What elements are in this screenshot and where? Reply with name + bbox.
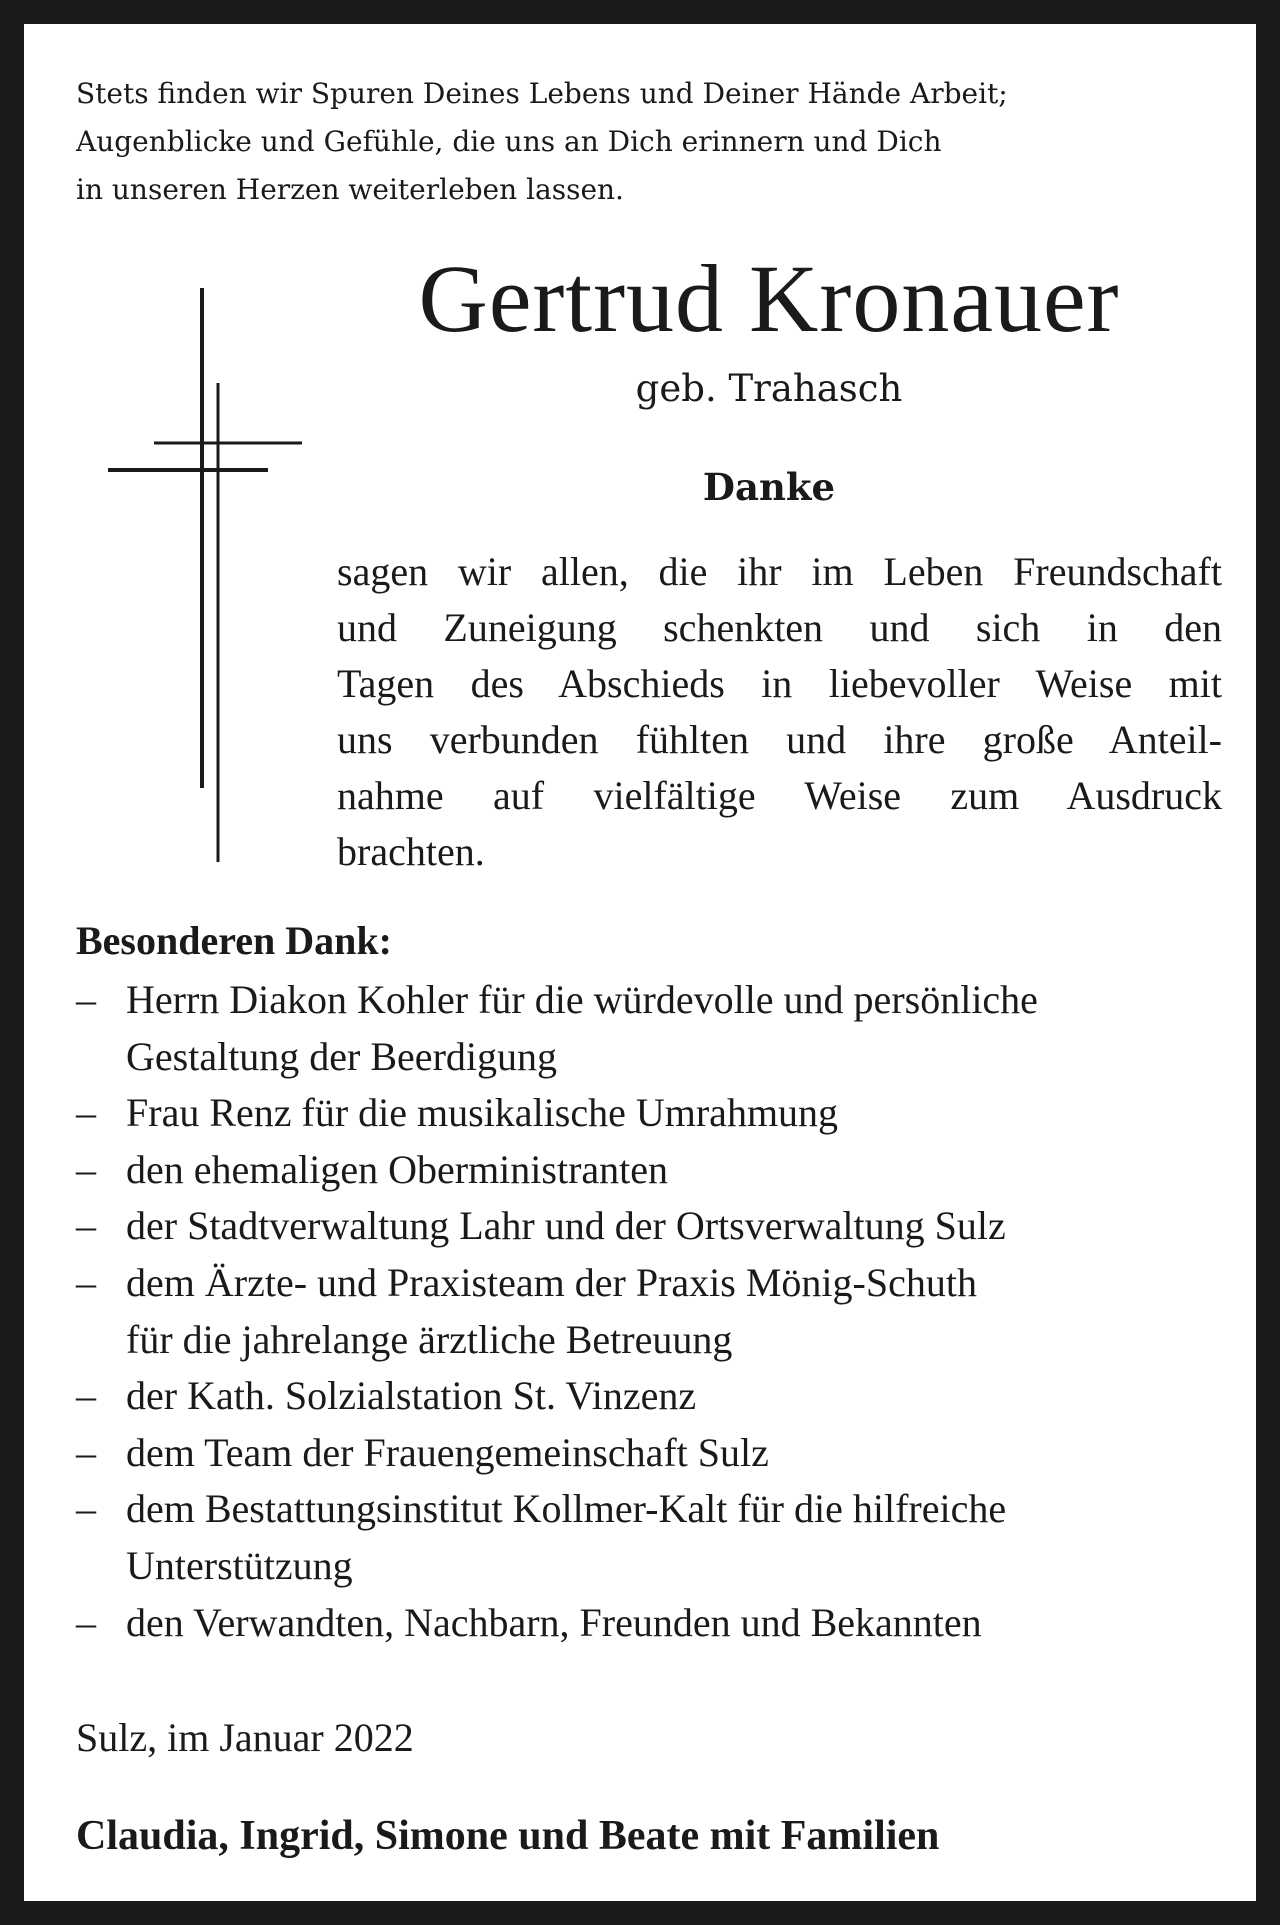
list-dash: – xyxy=(76,1090,96,1136)
place-date: Sulz, im Januar 2022 xyxy=(76,1715,414,1760)
deceased-name: Gertrud Kronauer xyxy=(418,245,1120,352)
special-thanks-line: dem Bestattungsinstitut Kollmer-Kalt für die hilfreiche xyxy=(126,1486,1007,1532)
special-thanks-line: Unterstützung xyxy=(126,1542,353,1588)
thanks-line: sagen wir allen, die ihr im Leben Freundschaft xyxy=(337,549,1222,594)
special-thanks-line: Gestaltung der Beerdigung xyxy=(126,1033,557,1079)
motto-verse xyxy=(76,70,1176,214)
special-thanks-line: Herrn Diakon Kohler für die würdevolle und persönliche xyxy=(126,977,1038,1022)
double-cross-icon xyxy=(82,258,302,868)
special-thanks-line: dem Team der Frauengemeinschaft Sulz xyxy=(126,1429,769,1475)
thanks-line: nahme auf vielfältige Weise zum Ausdruck xyxy=(337,773,1222,818)
special-thanks-heading: Besonderen Dank: xyxy=(76,918,392,963)
signature: Claudia, Ingrid, Simone und Beate mit Familien xyxy=(76,1813,940,1859)
special-thanks-line: den ehemaligen Oberministranten xyxy=(126,1146,669,1192)
special-thanks-item xyxy=(76,972,1226,1085)
motto-line: Stets finden wir Spuren Deines Lebens und Deiner Hände Arbeit; xyxy=(76,77,1008,110)
special-thanks-list xyxy=(76,972,1226,1651)
special-thanks-line: der Stadtverwaltung Lahr und der Ortsverwaltung Sulz xyxy=(126,1203,1006,1249)
special-thanks-line: den Verwandten, Nachbarn, Freunden und Bekannten xyxy=(126,1599,982,1645)
list-dash: – xyxy=(76,1599,96,1645)
obituary-notice xyxy=(24,24,1256,1901)
special-thanks-line: für die jahrelange ärztliche Betreuung xyxy=(126,1316,733,1362)
special-thanks-line: der Kath. Solzialstation St. Vinzenz xyxy=(126,1373,697,1419)
birth-name: geb. Trahasch xyxy=(635,367,903,410)
list-dash: – xyxy=(76,1486,96,1532)
special-thanks-item xyxy=(76,1481,1226,1594)
thanks-heading: Danke xyxy=(702,465,836,509)
list-dash: – xyxy=(76,1373,96,1419)
list-dash: – xyxy=(76,977,96,1022)
special-thanks-item xyxy=(76,1425,1226,1482)
special-thanks-item xyxy=(76,1368,1226,1425)
thanks-paragraph xyxy=(337,544,1222,880)
special-thanks xyxy=(76,912,1226,1651)
special-thanks-line: Frau Renz für die musikalische Umrahmung xyxy=(126,1090,839,1136)
list-dash: – xyxy=(76,1429,96,1475)
thanks-line: und Zuneigung schenkten und sich in den xyxy=(337,605,1222,650)
special-thanks-item xyxy=(76,1255,1226,1368)
special-thanks-item xyxy=(76,1085,1226,1142)
special-thanks-line: dem Ärzte- und Praxisteam der Praxis Mönig-Schuth xyxy=(126,1259,977,1305)
special-thanks-item xyxy=(76,1142,1226,1199)
list-dash: – xyxy=(76,1259,96,1305)
list-dash: – xyxy=(76,1203,96,1249)
thanks-line: brachten. xyxy=(337,829,485,874)
thanks-line: Tagen des Abschieds in liebevoller Weise mit xyxy=(337,661,1222,706)
special-thanks-item xyxy=(76,1595,1226,1652)
motto-line: in unseren Herzen weiterleben lassen. xyxy=(76,173,624,206)
special-thanks-item xyxy=(76,1198,1226,1255)
list-dash: – xyxy=(76,1146,96,1192)
thanks-line: uns verbunden fühlten und ihre große Anteil- xyxy=(337,717,1222,762)
motto-line: Augenblicke und Gefühle, die uns an Dich erinnern und Dich xyxy=(76,125,942,158)
